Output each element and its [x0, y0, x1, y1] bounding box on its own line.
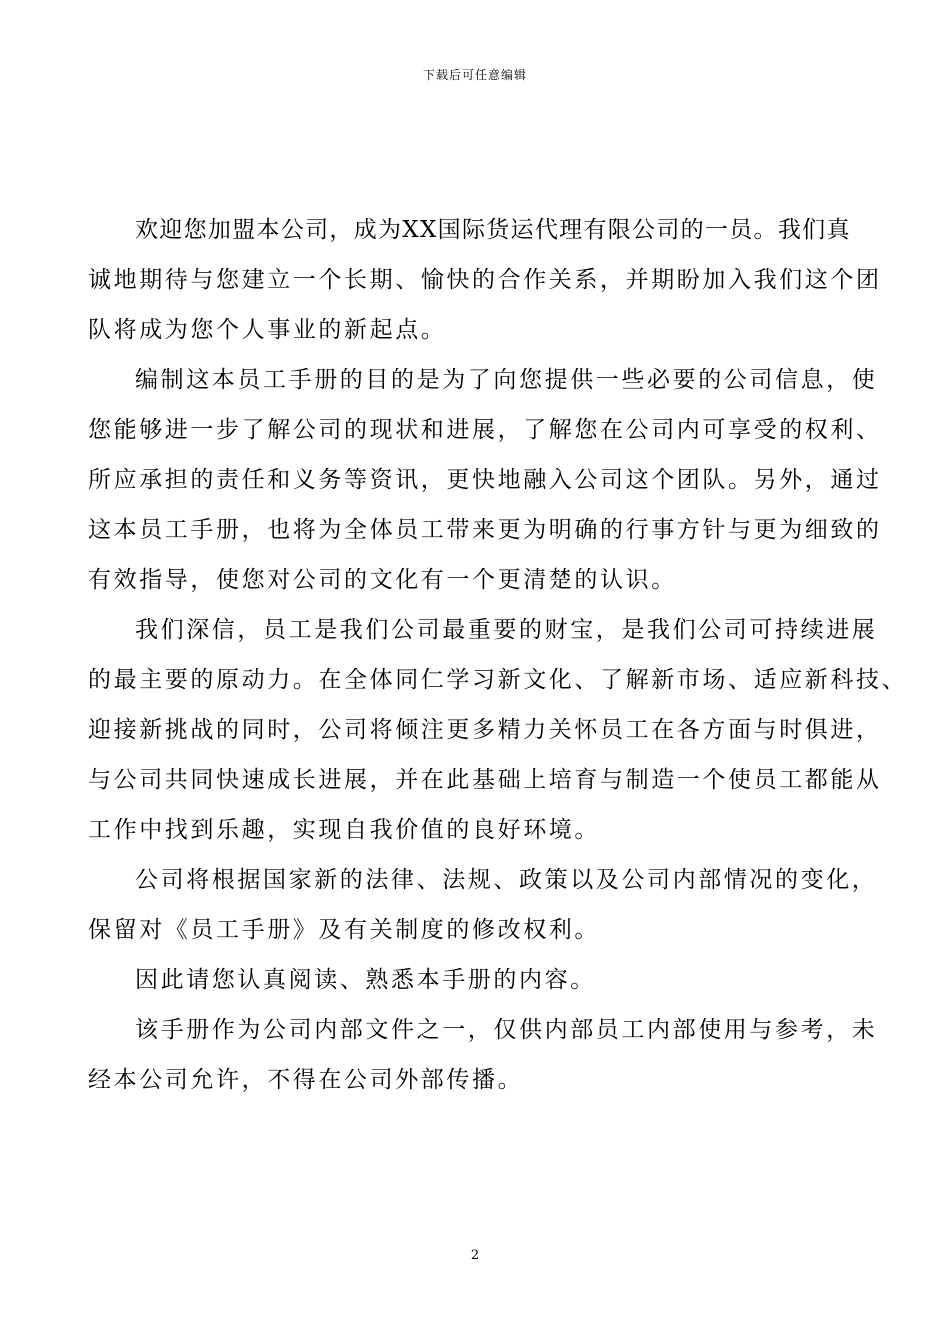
body-line: 我们深信，员工是我们公司最重要的财宝，是我们公司可持续进展 — [135, 617, 878, 643]
body-line: 队将成为您个人事业的新起点。 — [88, 317, 447, 343]
body-line: 工作中找到乐趣，实现自我价值的良好环境。 — [88, 817, 600, 843]
body-line: 的最主要的原动力。在全体同仁学习新文化、了解新市场、适应新科技、 — [88, 667, 908, 693]
body-line: 有效指导，使您对公司的文化有一个更清楚的认识。 — [88, 567, 677, 593]
body-line: 公司将根据国家新的法律、法规、政策以及公司内部情况的变化， — [135, 867, 878, 893]
body-line: 您能够进一步了解公司的现状和进展，了解您在公司内可享受的权利、 — [88, 417, 882, 443]
page-number: 2 — [470, 1248, 480, 1263]
body-line: 保留对《员工手册》及有关制度的修改权利。 — [88, 917, 600, 943]
body-line: 编制这本员工手册的目的是为了向您提供一些必要的公司信息，使 — [135, 367, 878, 393]
body-line: 经本公司允许，不得在公司外部传播。 — [88, 1067, 524, 1093]
body-line: 因此请您认真阅读、熟悉本手册的内容。 — [135, 967, 596, 993]
body-line: 迎接新挑战的同时，公司将倾注更多精力关怀员工在各方面与时俱进， — [88, 717, 882, 743]
body-line: 欢迎您加盟本公司，成为XX国际货运代理有限公司的一员。我们真 — [135, 217, 851, 243]
body-line: 与公司共同快速成长进展，并在此基础上培育与制造一个使员工都能从 — [88, 767, 882, 793]
body-line: 这本员工手册，也将为全体员工带来更为明确的行事方针与更为细致的 — [88, 517, 882, 543]
body-line: 诚地期待与您建立一个长期、愉快的合作关系，并期盼加入我们这个团 — [88, 267, 882, 293]
page-header: 下载后可任意编辑 — [422, 68, 527, 82]
body-line: 所应承担的责任和义务等资讯，更快地融入公司这个团队。另外，通过 — [88, 467, 882, 493]
body-line: 该手册作为公司内部文件之一，仅供内部员工内部使用与参考，未 — [135, 1017, 878, 1043]
